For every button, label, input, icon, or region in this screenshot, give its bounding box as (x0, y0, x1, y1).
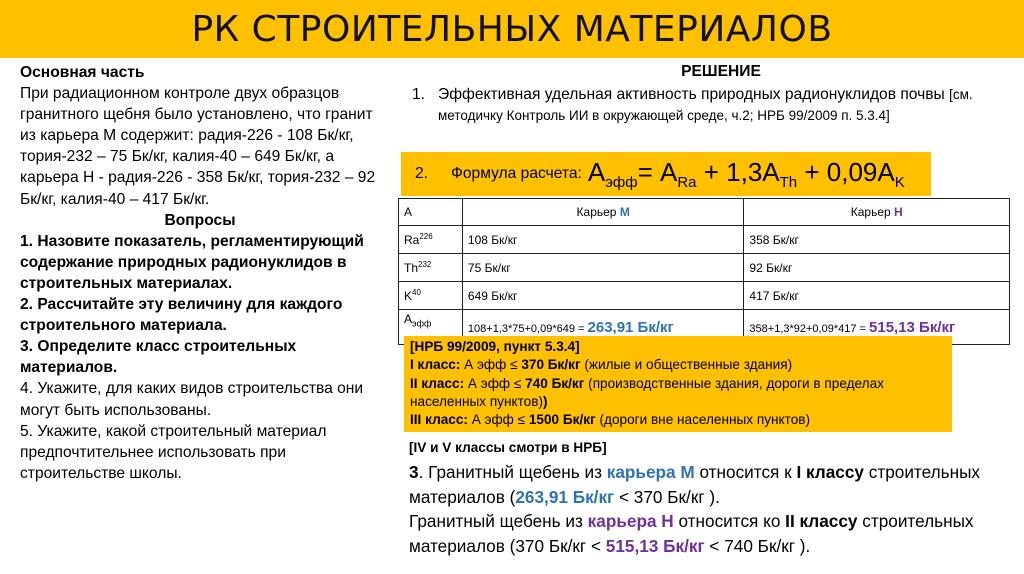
cell-n: 417 Бк/кг (744, 282, 1010, 310)
effective-m: 108+1,3*75+0,09*649 = 263,91 Бк/кг (462, 310, 744, 345)
questions-title: Вопросы (164, 211, 236, 229)
main-part-heading: Основная часть (20, 64, 145, 81)
header-a: A (399, 199, 463, 226)
effective-activity-label: $А_{эфф}$ (399, 310, 463, 345)
header-quarry-n: Карьер Н (744, 199, 1010, 226)
table-row (399, 282, 1010, 310)
effective-m-value: 263,91 Бк/кг (587, 318, 674, 336)
class-2: II класс: А эфф ≤ 740 Бк/кг (производственные здания, дороги в пределах населенных пунктов)) (410, 375, 884, 409)
item-1-text (438, 84, 978, 126)
nuclide-th: Th$^{232}$ (399, 254, 463, 282)
effective-n: 358+1,3*92+0,09*417 = 515,13 Бк/кг (744, 310, 1010, 345)
header-quarry-m: Карьер М (462, 199, 744, 226)
item-2-number: 2. (415, 165, 429, 182)
question-1: 1. Назовите показатель, регламентирующий содержание природных радионуклидов в строительных материалах. (20, 232, 364, 292)
question-2: 2. Рассчитайте эту величину для каждого строительного материала. (20, 296, 343, 335)
question-4: 4. Укажите, для каких видов строительства они могут быть использованы. (20, 380, 364, 419)
item-1-main: Эффективная удельная активность природных радионуклидов почвы (438, 86, 950, 103)
nrb-note: [IV и V классы смотри в НРБ] (409, 440, 607, 455)
class-1: I класс: А эфф ≤ 370 Бк/кг (жилые и общественные здания) (410, 357, 793, 373)
cell-m: 75 Бк/кг (462, 254, 744, 282)
conclusion-m: 3. Гранитный щебень из карьера М относится к I классу строительных материалов (263,91 Бк/кг < 370 Бк/кг ). (409, 462, 981, 507)
cell-n: 358 Бк/кг (744, 226, 1010, 254)
cell-m: 649 Бк/кг (462, 282, 744, 310)
conclusion-n: Гранитный щебень из карьера Н относится ко II классу строительных материалов (370 Бк/кг < 515,13 Бк/кг < 740 Бк/кг ). (409, 511, 974, 556)
item-1-reference: [см. методичку Контроль ИИ в окружающей среде, ч.2; НРБ 99/2009 п. 5.3.4] (438, 87, 973, 123)
question-3: 3. Определите класс строительных материалов. (20, 338, 297, 377)
nuclide-ra: Ra$^{226}$ (399, 226, 463, 254)
page-title: РК СТРОИТЕЛЬНЫХ МАТЕРИАЛОВ (191, 8, 833, 50)
calculation-table (398, 198, 1010, 345)
nuclide-k: $K^{40}$ (399, 282, 463, 310)
formula-label: Формула расчета: (451, 165, 582, 182)
formula-box (401, 152, 931, 196)
table-header-row (399, 199, 1010, 226)
title-bar (0, 0, 1024, 58)
table-row (399, 254, 1010, 282)
cell-m: 108 Бк/кг (462, 226, 744, 254)
item-1-number: 1. (412, 86, 426, 103)
solution-title: РЕШЕНИЕ (681, 63, 761, 80)
effective-n-value: 515,13 Бк/кг (869, 318, 956, 336)
solution-item-1 (396, 84, 1016, 126)
class-3: III класс: А эфф ≤ 1500 Бк/кг (дороги вне населенных пунктов) (410, 412, 810, 428)
problem-panel (20, 62, 380, 484)
conclusion (409, 460, 1019, 558)
solution-panel (396, 62, 1016, 126)
nrb-header: [НРБ 99/2009, пункт 5.3.4] (410, 339, 580, 354)
cell-n: 92 Бк/кг (744, 254, 1010, 282)
problem-text: При радиационном контроле двух образцов гранитного щебня было установлено, что гранит из карьера М содержит: радия-226 - 108 Бк/кг, тория-232 – 75 Бк/кг, калия-40 – 649 Бк/кг, а карьера Н - радия-226 - 358 Бк/кг, тория-232 – 92 Бк/кг, калия-40 – 417 Бк/кг. (20, 85, 376, 208)
formula: $A_{эфф}= A_{Ra} + 1,3A_{Th} + 0,09A_K$ (587, 156, 905, 192)
nrb-classes-box (404, 336, 952, 432)
question-5: 5. Укажите, какой строительный материал предпочтительнее использовать при строительстве школы. (20, 422, 327, 482)
table-row (399, 226, 1010, 254)
